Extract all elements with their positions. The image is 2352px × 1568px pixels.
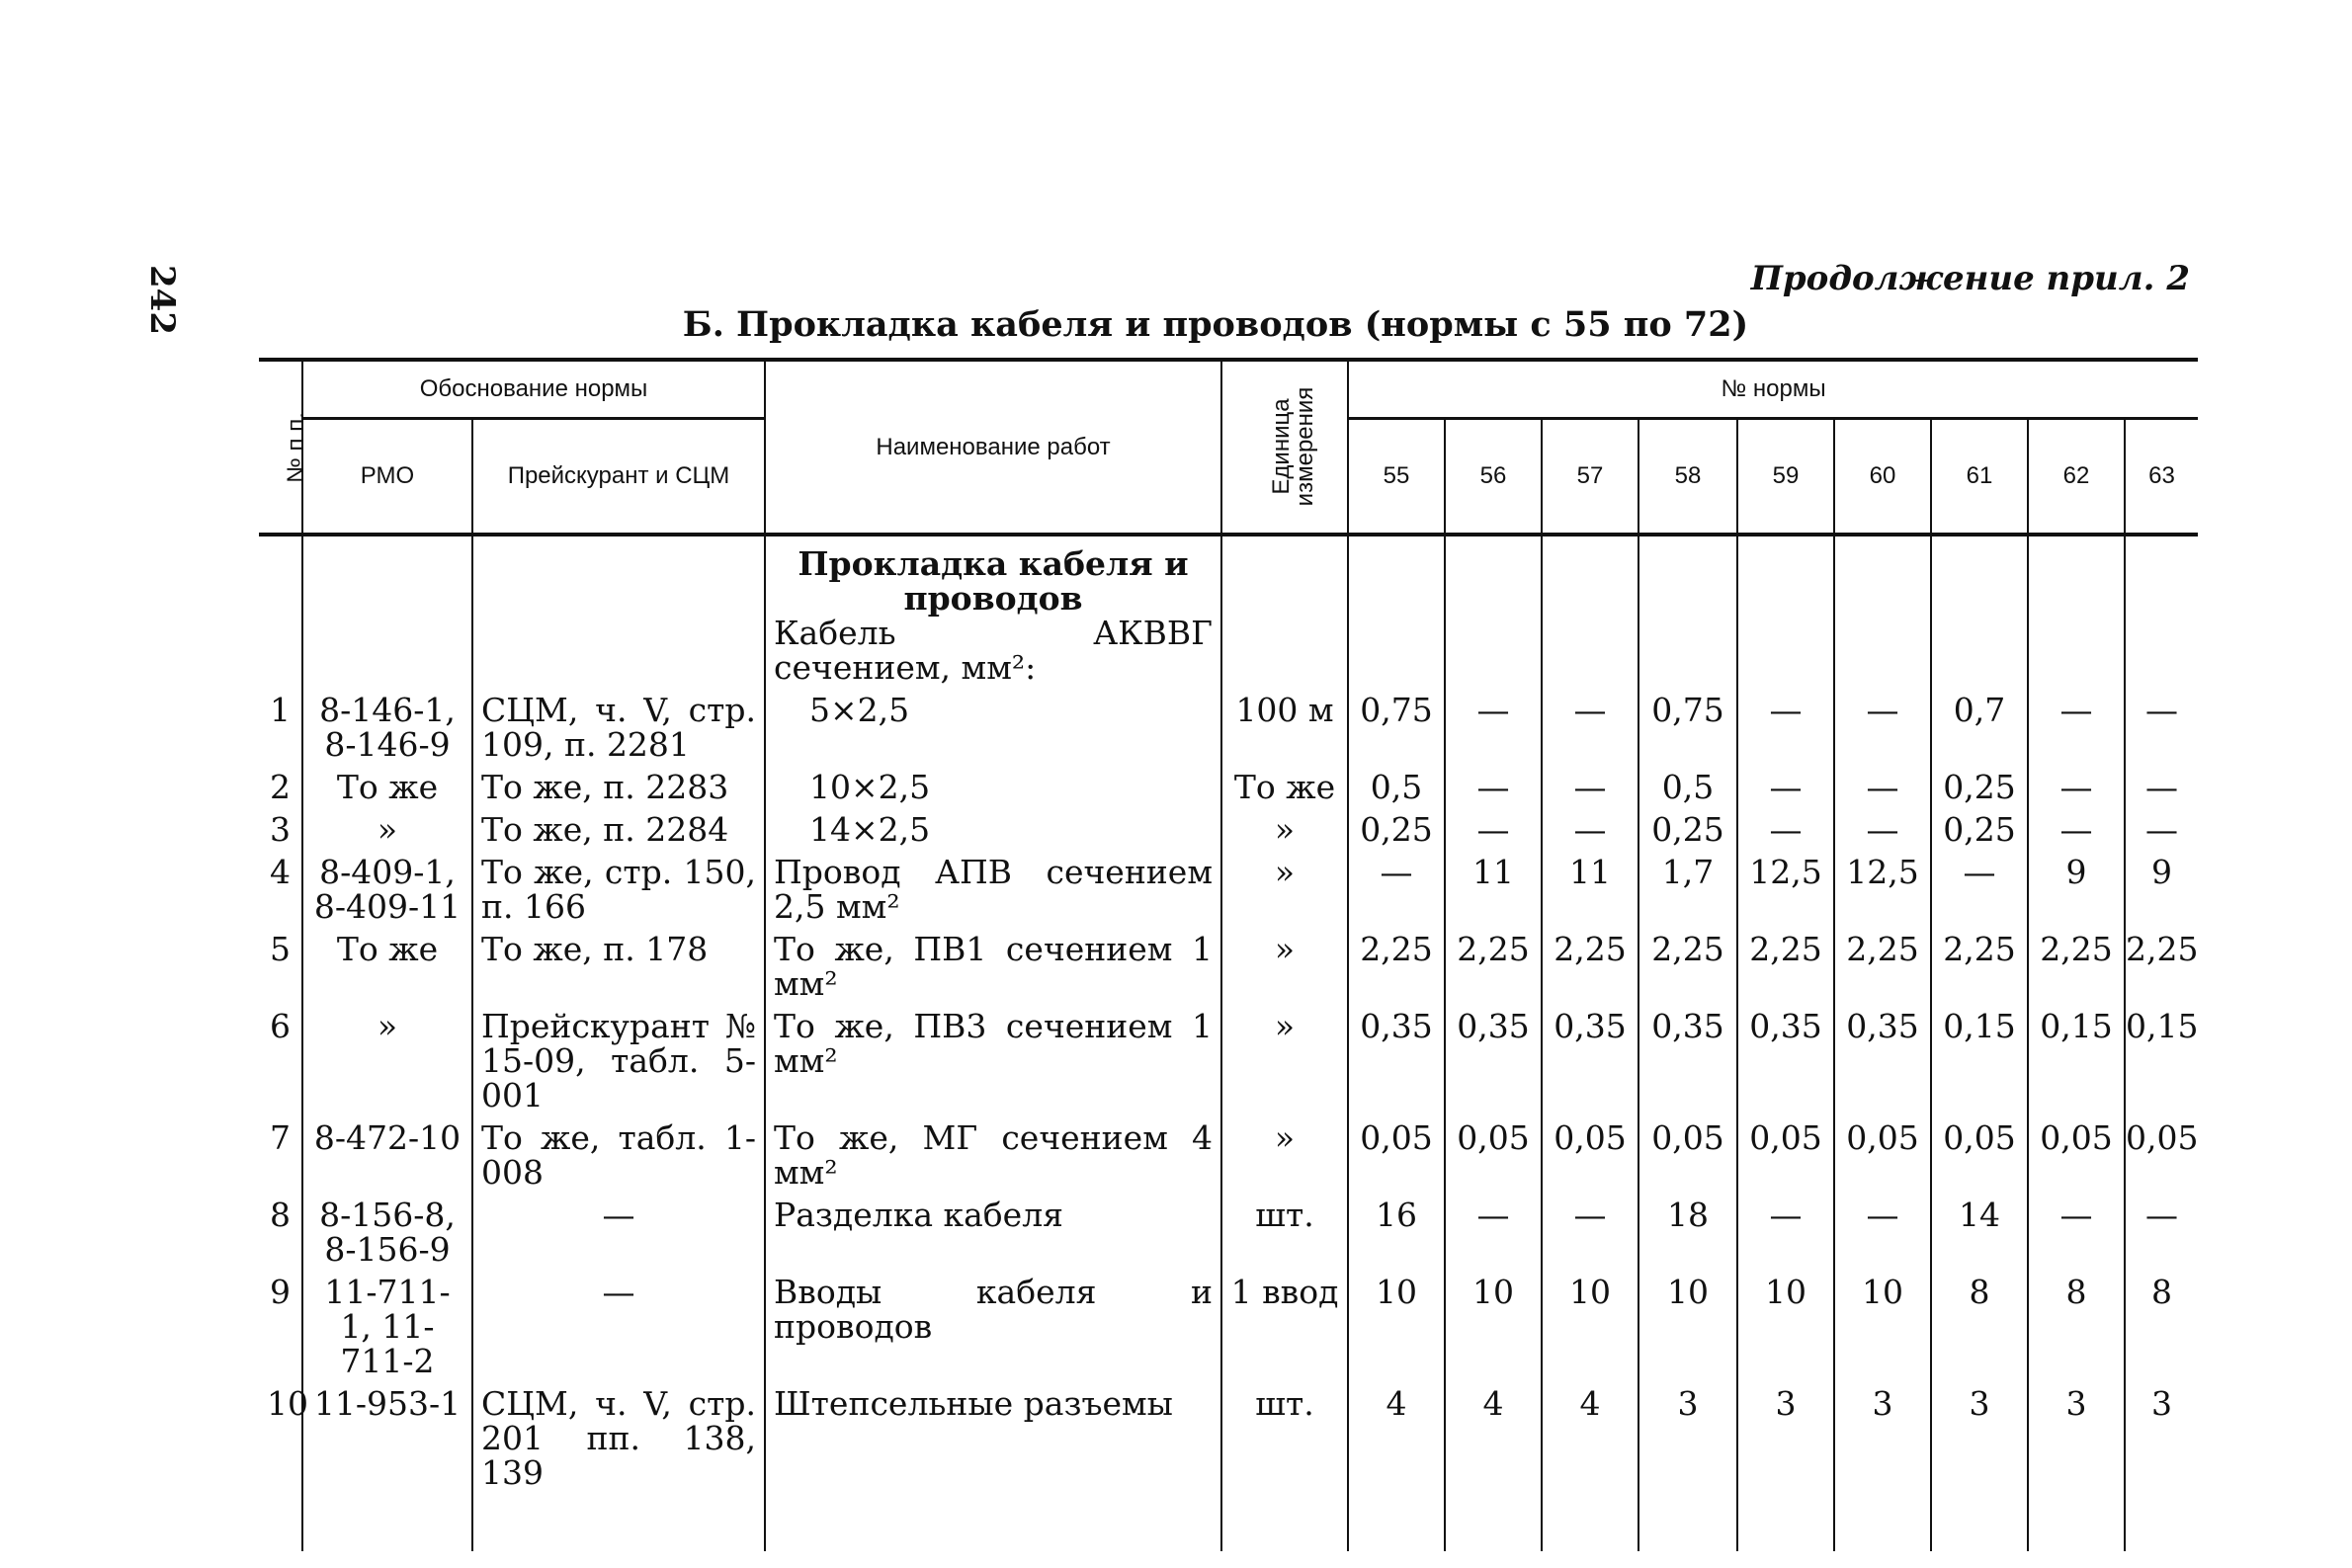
row-norm-61: 0,7 bbox=[1931, 689, 2028, 766]
row-norm-56: 10 bbox=[1445, 1271, 1542, 1382]
row-norm-58: 0,25 bbox=[1638, 808, 1737, 851]
row-unit: 1 ввод bbox=[1221, 1271, 1348, 1382]
row-rmo: 8-472-10 bbox=[302, 1116, 472, 1194]
table-row bbox=[259, 689, 2198, 766]
row-price-list: То же, п. 178 bbox=[472, 928, 765, 1005]
row-work-name: Разделка кабеля bbox=[765, 1194, 1221, 1271]
row-norm-63: 3 bbox=[2125, 1382, 2198, 1494]
row-work-name: Вводы кабеля и проводов bbox=[765, 1271, 1221, 1382]
row-norm-58: 0,75 bbox=[1638, 689, 1737, 766]
header-index bbox=[259, 360, 309, 535]
row-norm-60: 0,35 bbox=[1834, 1005, 1931, 1116]
row-unit: » bbox=[1221, 851, 1348, 928]
row-norm-58: 10 bbox=[1638, 1271, 1737, 1382]
norms-table-wrapper bbox=[259, 358, 2199, 1551]
row-index: 6 bbox=[259, 1005, 302, 1116]
row-norm-58: 0,05 bbox=[1638, 1116, 1737, 1194]
row-index: 2 bbox=[259, 766, 302, 808]
row-unit: шт. bbox=[1221, 1382, 1348, 1494]
row-price-list: — bbox=[472, 1271, 765, 1382]
header-unit bbox=[1221, 360, 1348, 535]
table-row bbox=[259, 1382, 2198, 1494]
row-norm-59: 10 bbox=[1737, 1271, 1834, 1382]
row-norm-56: 0,35 bbox=[1445, 1005, 1542, 1116]
row-price-list: Прейскурант № 15-09, табл. 5-001 bbox=[472, 1005, 765, 1116]
subheading: Кабель АКВВГ сечением, мм²: bbox=[774, 614, 1214, 687]
row-index: 8 bbox=[259, 1194, 302, 1271]
row-norm-61: 14 bbox=[1931, 1194, 2028, 1271]
row-norm-60: 12,5 bbox=[1834, 851, 1931, 928]
row-norm-55: 0,05 bbox=[1348, 1116, 1445, 1194]
row-norm-56: — bbox=[1445, 808, 1542, 851]
table-row bbox=[259, 1194, 2198, 1271]
row-rmo: 11-953-1 bbox=[302, 1382, 472, 1494]
row-norm-57: 4 bbox=[1542, 1382, 1638, 1494]
table-row bbox=[259, 1271, 2198, 1382]
row-norm-62: — bbox=[2028, 766, 2125, 808]
row-norm-60: — bbox=[1834, 1194, 1931, 1271]
row-norm-58: 0,35 bbox=[1638, 1005, 1737, 1116]
row-norm-59: — bbox=[1737, 808, 1834, 851]
row-index: 9 bbox=[259, 1271, 302, 1382]
row-norm-62: 3 bbox=[2028, 1382, 2125, 1494]
row-norm-59: — bbox=[1737, 689, 1834, 766]
header-norm-58: 58 bbox=[1638, 419, 1737, 536]
row-norm-60: 3 bbox=[1834, 1382, 1931, 1494]
spacer-row bbox=[259, 1494, 2198, 1551]
header-unit-label: Единица измерения bbox=[1268, 386, 1319, 506]
section-heading-cell bbox=[765, 535, 1221, 689]
row-norm-59: 0,05 bbox=[1737, 1116, 1834, 1194]
row-norm-62: — bbox=[2028, 1194, 2125, 1271]
row-price-list: — bbox=[472, 1194, 765, 1271]
row-norm-61: — bbox=[1931, 851, 2028, 928]
row-norm-63: — bbox=[2125, 808, 2198, 851]
row-norm-55: 16 bbox=[1348, 1194, 1445, 1271]
row-rmo: 11-711-1, 11-711-2 bbox=[302, 1271, 472, 1382]
header-index-label: № п п. bbox=[282, 411, 309, 483]
row-norm-55: 0,25 bbox=[1348, 808, 1445, 851]
row-norm-62: — bbox=[2028, 689, 2125, 766]
row-work-name bbox=[765, 689, 1221, 766]
row-norm-63: 0,05 bbox=[2125, 1116, 2198, 1194]
page-number: 242 bbox=[142, 265, 182, 335]
row-work-name: То же, МГ сечением 4 мм² bbox=[765, 1116, 1221, 1194]
row-norm-57: — bbox=[1542, 689, 1638, 766]
row-work-name-text: 5×2,5 bbox=[809, 691, 910, 729]
header-basis: Обоснование нормы bbox=[302, 360, 765, 419]
row-norm-59: 2,25 bbox=[1737, 928, 1834, 1005]
row-norm-59: — bbox=[1737, 766, 1834, 808]
row-norm-56: 0,05 bbox=[1445, 1116, 1542, 1194]
row-norm-61: 0,25 bbox=[1931, 808, 2028, 851]
row-norm-56: — bbox=[1445, 1194, 1542, 1271]
table-title: Б. Прокладка кабеля и проводов (нормы с 55 по 72) bbox=[682, 304, 1749, 345]
row-norm-55: — bbox=[1348, 851, 1445, 928]
row-norm-60: 10 bbox=[1834, 1271, 1931, 1382]
row-price-list: То же, п. 2284 bbox=[472, 808, 765, 851]
row-norm-57: 0,05 bbox=[1542, 1116, 1638, 1194]
row-norm-60: — bbox=[1834, 689, 1931, 766]
row-index: 5 bbox=[259, 928, 302, 1005]
row-unit: 100 м bbox=[1221, 689, 1348, 766]
row-norm-55: 4 bbox=[1348, 1382, 1445, 1494]
row-norm-55: 0,35 bbox=[1348, 1005, 1445, 1116]
norms-table bbox=[259, 358, 2198, 1551]
row-price-list: СЦМ, ч. V, стр. 109, п. 2281 bbox=[472, 689, 765, 766]
row-norm-59: 3 bbox=[1737, 1382, 1834, 1494]
row-norm-57: 10 bbox=[1542, 1271, 1638, 1382]
row-norm-59: 12,5 bbox=[1737, 851, 1834, 928]
row-index: 1 bbox=[259, 689, 302, 766]
header-norm-57: 57 bbox=[1542, 419, 1638, 536]
table-row bbox=[259, 1005, 2198, 1116]
header-norm-63: 63 bbox=[2125, 419, 2198, 536]
header-norm-55: 55 bbox=[1348, 419, 1445, 536]
row-norm-61: 2,25 bbox=[1931, 928, 2028, 1005]
table-row bbox=[259, 1116, 2198, 1194]
row-norm-55: 2,25 bbox=[1348, 928, 1445, 1005]
row-rmo: » bbox=[302, 808, 472, 851]
header-work-name: Наименование работ bbox=[765, 360, 1221, 535]
row-norm-56: — bbox=[1445, 766, 1542, 808]
row-work-name-text: 10×2,5 bbox=[809, 768, 931, 806]
row-price-list: То же, п. 2283 bbox=[472, 766, 765, 808]
row-unit: шт. bbox=[1221, 1194, 1348, 1271]
header-norm-62: 62 bbox=[2028, 419, 2125, 536]
header-norm-59: 59 bbox=[1737, 419, 1834, 536]
row-norm-62: 0,05 bbox=[2028, 1116, 2125, 1194]
row-rmo: » bbox=[302, 1005, 472, 1116]
row-norm-59: 0,35 bbox=[1737, 1005, 1834, 1116]
row-norm-56: 2,25 bbox=[1445, 928, 1542, 1005]
row-norm-63: 2,25 bbox=[2125, 928, 2198, 1005]
row-rmo: 8-156-8, 8-156-9 bbox=[302, 1194, 472, 1271]
row-unit: » bbox=[1221, 928, 1348, 1005]
header-norm-60: 60 bbox=[1834, 419, 1931, 536]
row-norm-58: 3 bbox=[1638, 1382, 1737, 1494]
table-row bbox=[259, 851, 2198, 928]
row-norm-63: — bbox=[2125, 1194, 2198, 1271]
continuation-label: Продолжение прил. 2 bbox=[1750, 259, 2190, 298]
row-index: 7 bbox=[259, 1116, 302, 1194]
row-work-name bbox=[765, 766, 1221, 808]
row-norm-57: — bbox=[1542, 766, 1638, 808]
header-norm-no: № нормы bbox=[1348, 360, 2198, 419]
row-norm-55: 10 bbox=[1348, 1271, 1445, 1382]
row-rmo: 8-409-1, 8-409-11 bbox=[302, 851, 472, 928]
row-norm-60: 2,25 bbox=[1834, 928, 1931, 1005]
row-norm-62: 0,15 bbox=[2028, 1005, 2125, 1116]
row-norm-57: — bbox=[1542, 808, 1638, 851]
header-norm-56: 56 bbox=[1445, 419, 1542, 536]
row-norm-63: 0,15 bbox=[2125, 1005, 2198, 1116]
row-norm-60: 0,05 bbox=[1834, 1116, 1931, 1194]
row-norm-63: — bbox=[2125, 689, 2198, 766]
row-work-name: Провод АПВ сечением 2,5 мм² bbox=[765, 851, 1221, 928]
header-norm-61: 61 bbox=[1931, 419, 2028, 536]
table-row bbox=[259, 808, 2198, 851]
header-rmo: РМО bbox=[302, 419, 472, 536]
table-row bbox=[259, 928, 2198, 1005]
row-price-list: То же, стр. 150, п. 166 bbox=[472, 851, 765, 928]
row-work-name: То же, ПВ1 сечением 1 мм² bbox=[765, 928, 1221, 1005]
row-rmo: То же bbox=[302, 766, 472, 808]
row-norm-56: 4 bbox=[1445, 1382, 1542, 1494]
row-norm-63: — bbox=[2125, 766, 2198, 808]
row-norm-56: — bbox=[1445, 689, 1542, 766]
row-index: 3 bbox=[259, 808, 302, 851]
row-norm-58: 0,5 bbox=[1638, 766, 1737, 808]
row-norm-61: 0,05 bbox=[1931, 1116, 2028, 1194]
row-norm-60: — bbox=[1834, 766, 1931, 808]
row-norm-55: 0,5 bbox=[1348, 766, 1445, 808]
row-norm-62: 2,25 bbox=[2028, 928, 2125, 1005]
row-norm-60: — bbox=[1834, 808, 1931, 851]
row-norm-57: 2,25 bbox=[1542, 928, 1638, 1005]
row-norm-61: 3 bbox=[1931, 1382, 2028, 1494]
row-work-name-text: 14×2,5 bbox=[809, 810, 931, 849]
table-body bbox=[259, 689, 2198, 1494]
row-norm-58: 18 bbox=[1638, 1194, 1737, 1271]
row-price-list: То же, табл. 1-008 bbox=[472, 1116, 765, 1194]
section-heading: Прокладка кабеля и проводов bbox=[798, 544, 1189, 618]
row-index: 4 bbox=[259, 851, 302, 928]
row-price-list: СЦМ, ч. V, стр. 201 пп. 138, 139 bbox=[472, 1382, 765, 1494]
row-norm-58: 1,7 bbox=[1638, 851, 1737, 928]
row-norm-62: 9 bbox=[2028, 851, 2125, 928]
row-unit: То же bbox=[1221, 766, 1348, 808]
row-norm-63: 8 bbox=[2125, 1271, 2198, 1382]
row-work-name bbox=[765, 808, 1221, 851]
table-row bbox=[259, 766, 2198, 808]
row-work-name: Штепсельные разъемы bbox=[765, 1382, 1221, 1494]
row-unit: » bbox=[1221, 1005, 1348, 1116]
row-norm-61: 8 bbox=[1931, 1271, 2028, 1382]
section-heading-row bbox=[259, 535, 2198, 689]
row-norm-58: 2,25 bbox=[1638, 928, 1737, 1005]
row-work-name: То же, ПВ3 сечением 1 мм² bbox=[765, 1005, 1221, 1116]
row-norm-57: 11 bbox=[1542, 851, 1638, 928]
row-norm-62: — bbox=[2028, 808, 2125, 851]
header-price-list: Прейскурант и СЦМ bbox=[472, 419, 765, 536]
row-norm-61: 0,25 bbox=[1931, 766, 2028, 808]
row-norm-62: 8 bbox=[2028, 1271, 2125, 1382]
row-unit: » bbox=[1221, 808, 1348, 851]
row-norm-55: 0,75 bbox=[1348, 689, 1445, 766]
row-rmo: 8-146-1, 8-146-9 bbox=[302, 689, 472, 766]
row-norm-57: — bbox=[1542, 1194, 1638, 1271]
row-index: 10 bbox=[259, 1382, 302, 1494]
row-norm-61: 0,15 bbox=[1931, 1005, 2028, 1116]
row-norm-56: 11 bbox=[1445, 851, 1542, 928]
row-unit: » bbox=[1221, 1116, 1348, 1194]
row-norm-59: — bbox=[1737, 1194, 1834, 1271]
row-norm-63: 9 bbox=[2125, 851, 2198, 928]
row-norm-57: 0,35 bbox=[1542, 1005, 1638, 1116]
row-rmo: То же bbox=[302, 928, 472, 1005]
